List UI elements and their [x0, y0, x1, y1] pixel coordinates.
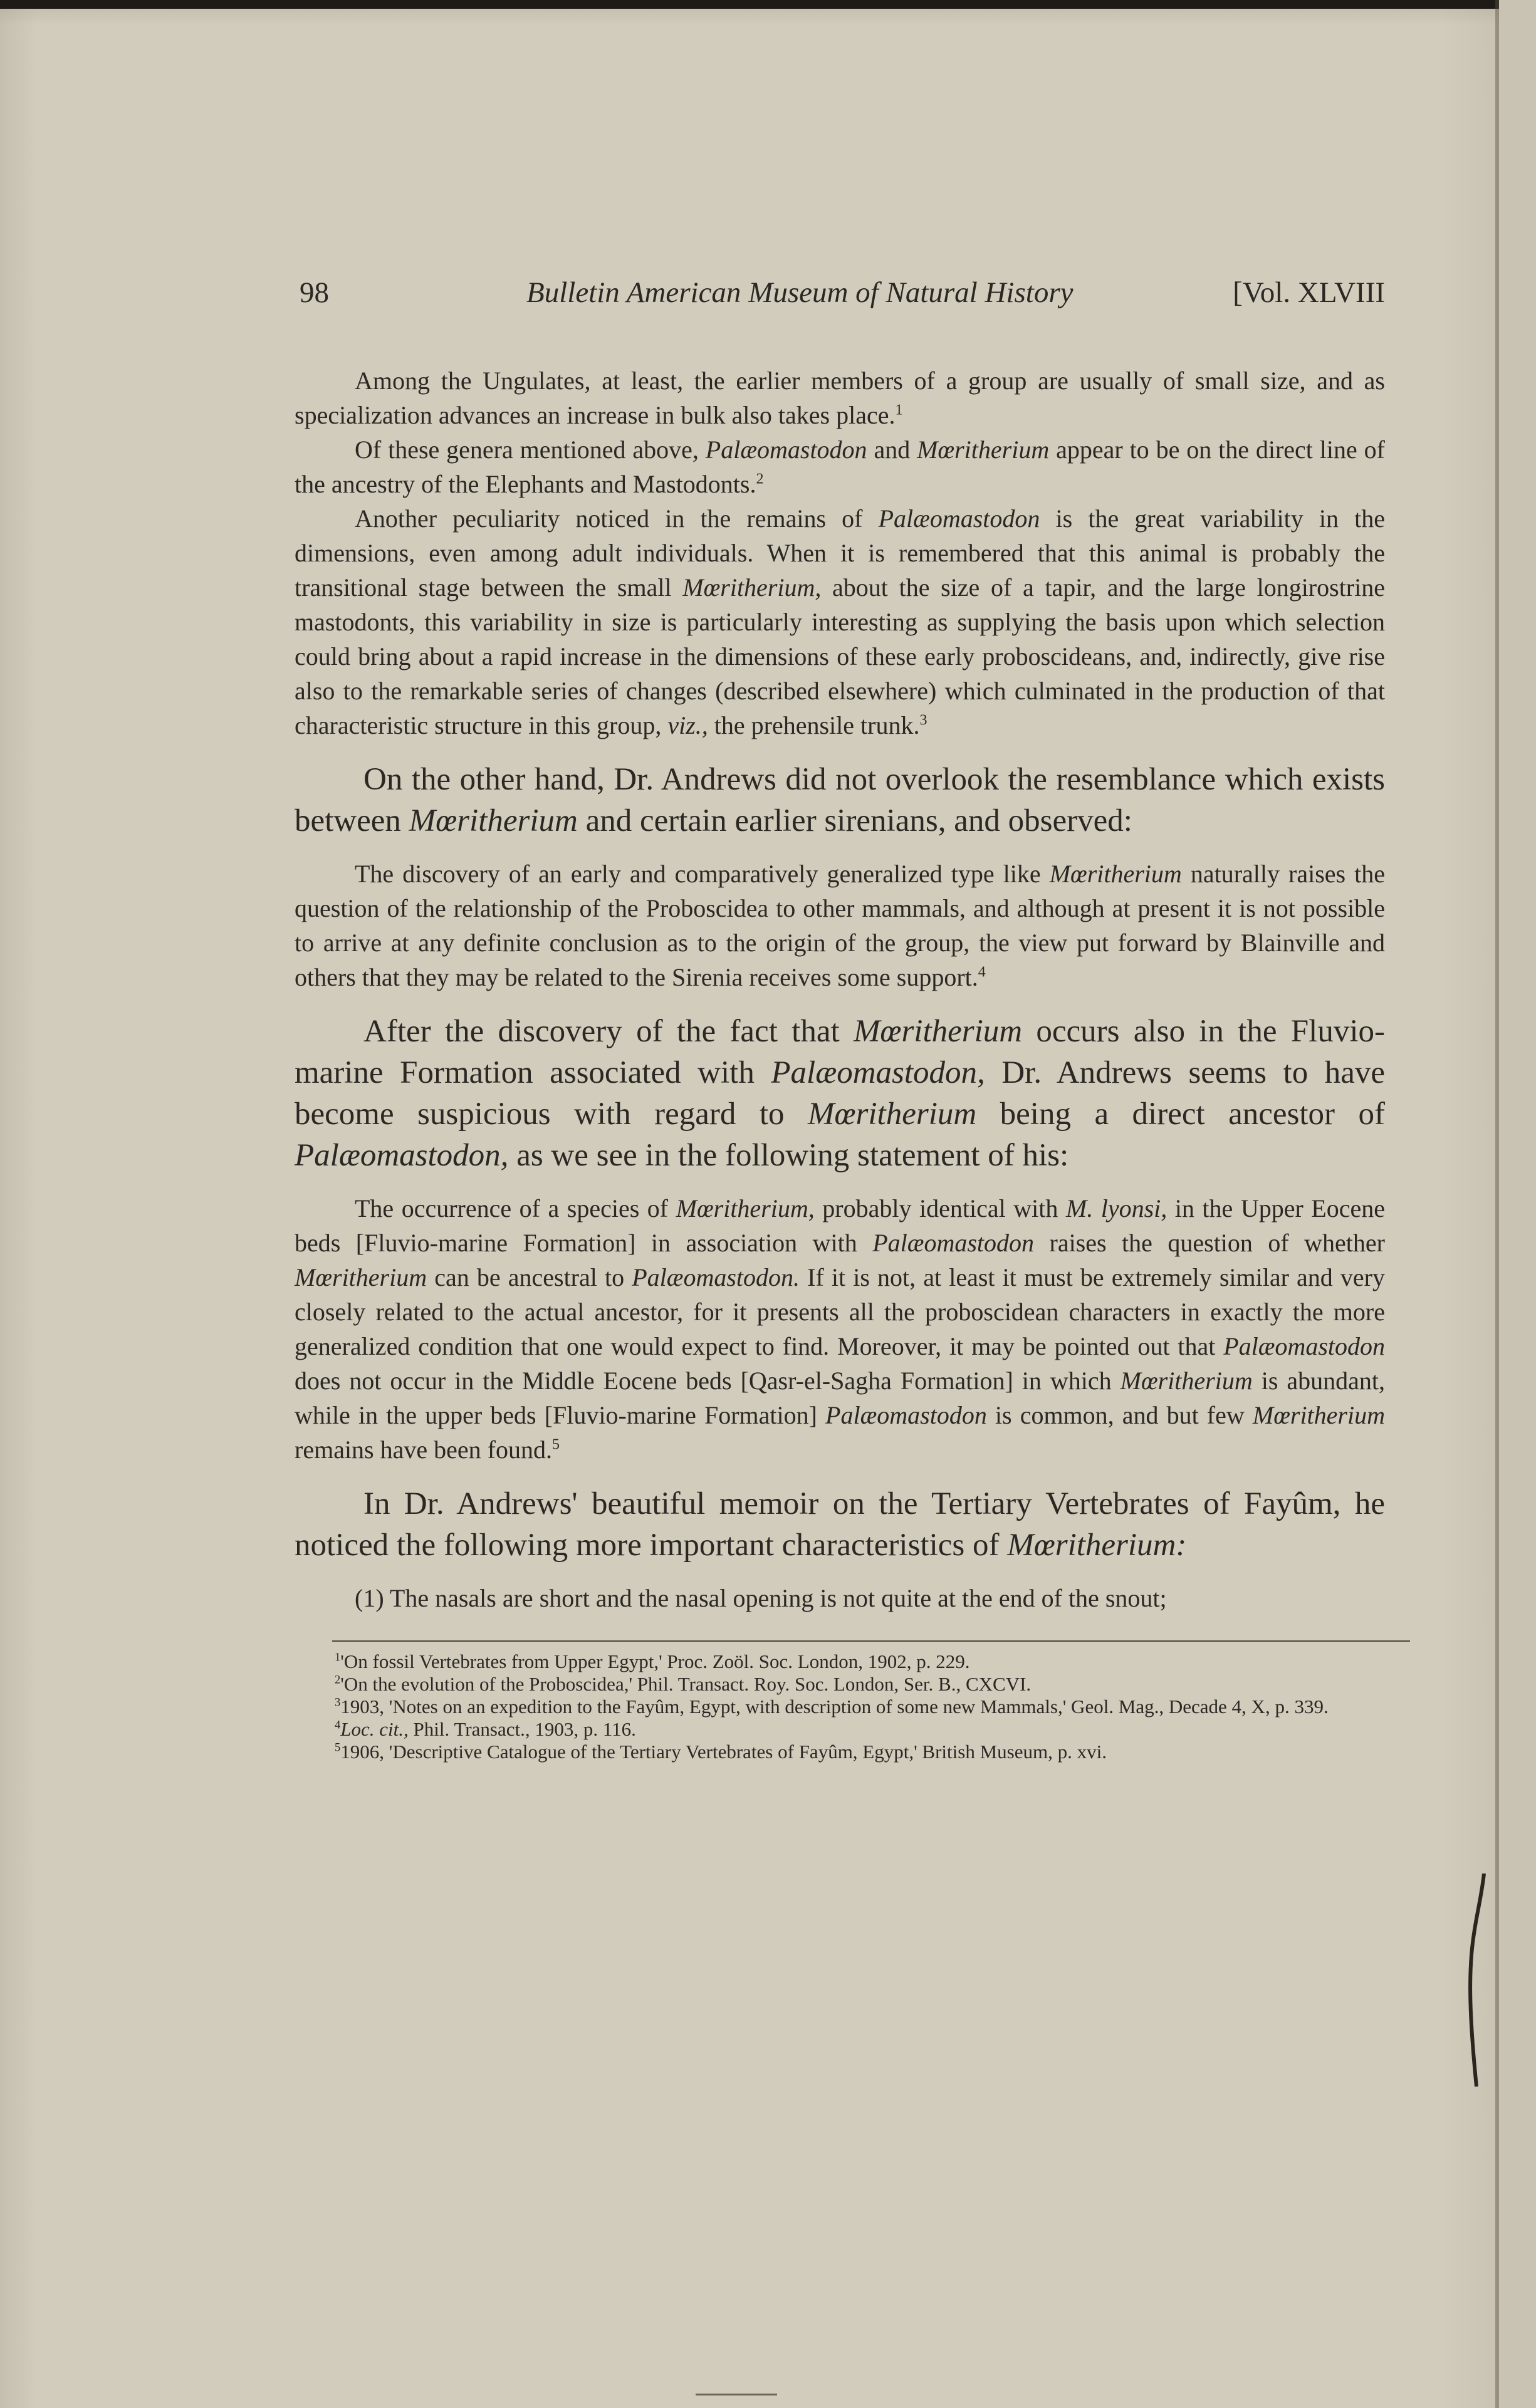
quote-1-text-a: The discovery of an early and comparatively generalized type like: [355, 860, 1050, 888]
paragraph-5-text-a: After the discovery of the fact that: [363, 1014, 854, 1049]
paragraph-5: [295, 1011, 1385, 1176]
footnote-1-text: 'On fossil Vertebrates from Upper Egypt,' Proc. Zoöl. Soc. London, 1902, p. 229.: [340, 1650, 970, 1672]
paragraph-4-text-a: On the other hand, Dr. Andrews did not overlook the resemblance which exists between: [295, 762, 1385, 838]
right-margin-strip: [1499, 0, 1536, 2408]
footnote-1: [295, 1650, 1385, 1673]
quote-2-text-b: probably identical with: [814, 1194, 1066, 1222]
page-number: 98: [300, 276, 329, 309]
paragraph-5-text-c: Dr. Andrews seems to have become suspicious with regard to: [295, 1055, 1385, 1132]
paragraph-3-text-a: Another peculiarity noticed in the remains of: [355, 504, 879, 533]
journal-title: Bulletin American Museum of Natural History: [526, 276, 1074, 309]
quote-2-text-d: raises the question of whether: [1034, 1229, 1385, 1257]
paragraph-3: [295, 501, 1385, 743]
footnote-4: [295, 1718, 1385, 1741]
paragraph-5-text-e: as we see in the following statement of his:: [508, 1138, 1069, 1173]
quote-2-text-g: does not occur in the Middle Eocene beds [Qasr-el-Sagha Formation] in which: [295, 1367, 1121, 1395]
genus-name: Mœritherium: [917, 435, 1050, 464]
footnote-2-text: 'On the evolution of the Proboscidea,' Phil. Transact. Roy. Soc. London, Ser. B., CXCVI.: [340, 1673, 1032, 1695]
genus-name: Palæomastodon: [1223, 1332, 1385, 1360]
genus-name: Palæomastodon: [872, 1229, 1035, 1257]
volume-label: [Vol. XLVIII: [1233, 276, 1385, 309]
genus-name: Mœritherium: [853, 1014, 1023, 1049]
genus-name: Mœritherium: [295, 1263, 427, 1291]
footnote-5-marker: 5: [335, 1741, 341, 1754]
footnote-ref-5: 5: [551, 1436, 560, 1453]
paragraph-3-text-b: is the great variability in the dimensions, even among adult individuals. When it is remembered that this animal is probably the transitional stage between the small: [295, 504, 1385, 602]
genus-name: Mœritherium: [1049, 860, 1182, 888]
genus-name: Palæomastodon: [825, 1401, 987, 1429]
running-header: [295, 276, 1385, 316]
page-top-edge: [0, 0, 1536, 9]
footnote-1-marker: 1: [335, 1650, 341, 1664]
block-quote-3: [295, 1581, 1385, 1615]
footnote-4-marker: 4: [335, 1718, 341, 1732]
genus-name: Mœritherium:: [1007, 1528, 1187, 1563]
pen-mark-icon: [1465, 1874, 1490, 2087]
paragraph-5-text-d: being a direct ancestor of: [976, 1097, 1385, 1132]
footnote-4-italic: Loc. cit.,: [340, 1718, 409, 1740]
quote-3-text: (1) The nasals are short and the nasal opening is not quite at the end of the snout;: [355, 1584, 1167, 1612]
paragraph-6: [295, 1483, 1385, 1566]
quote-2-text-c: in the Upper Eocene beds [Fluvio-marine Formation] in association with: [295, 1194, 1385, 1257]
footnote-5-text: 1906, 'Descriptive Catalogue of the Tertiary Vertebrates of Fayûm, Egypt,' British Museum, p. xvi.: [340, 1741, 1107, 1763]
genus-name: Mœritherium,: [682, 573, 822, 602]
genus-name: Palæomastodon,: [295, 1138, 509, 1173]
paragraph-2: [295, 432, 1385, 501]
quote-2-text-j: remains have been found.: [295, 1436, 552, 1464]
quote-2-text-i: is common, and but few: [986, 1401, 1253, 1429]
genus-name: Mœritherium: [808, 1097, 977, 1132]
paragraph-2-text-c: appear to be on the direct line of the ancestry of the Elephants and Mastodonts.: [295, 435, 1385, 498]
genus-name: Palæomastodon,: [771, 1055, 985, 1090]
genus-name: Mœritherium: [409, 803, 578, 838]
paragraph-5-text-b: occurs also in the Fluvio-marine Formation associated with: [295, 1014, 1385, 1090]
paragraph-3-text-d: the prehensile trunk.: [708, 711, 920, 739]
footnote-4-text: Phil. Transact., 1903, p. 116.: [408, 1718, 636, 1740]
genus-name: Palæomastodon: [705, 435, 867, 464]
quote-1-text-b: naturally raises the question of the relationship of the Proboscidea to other mammals, and although at present it is not possible to arrive at any definite conclusion as to the origin of the group, the view put forward by Blainville and others that they may be related to the Sirenia receives some support.: [295, 860, 1386, 991]
footnote-5: [295, 1741, 1385, 1763]
footnote-3-text: 1903, 'Notes on an expedition to the Fayûm, Egypt, with description of some new Mammals,' Geol. Mag., Decade 4, X, p. 339.: [340, 1696, 1329, 1717]
paragraph-1: [295, 363, 1385, 432]
bottom-edge-mark: [696, 2394, 777, 2395]
quote-2-text-f: If it is not, at least it must be extremely similar and very closely related to the actual ancestor, for it presents all the proboscidean characters in exactly the more generalized condition that one would expect to find. Moreover, it may be pointed out that: [295, 1263, 1385, 1360]
footnote-3-marker: 3: [335, 1696, 341, 1709]
footnote-ref-2: 2: [756, 471, 764, 487]
footnote-divider: [332, 1640, 1410, 1642]
footnotes: [295, 1650, 1385, 1763]
page-content: [295, 276, 1385, 1763]
paragraph-3-text-c: about the size of a tapir, and the large longirostrine mastodonts, this variability in size is particularly interesting as supplying the basis upon which selection could bring about a rapid increase in the dimensions of these early proboscideans, and, indirectly, give rise also to the remarkable series of changes (described elsewhere) which culminated in the production of that characteristic structure in this group,: [295, 573, 1385, 739]
paragraph-4-text-b: and certain earlier sirenians, and observed:: [577, 803, 1132, 838]
genus-name: Mœritherium,: [676, 1194, 815, 1222]
quote-2-text-h: is abundant, while in the upper beds [Fluvio-marine Formation]: [295, 1367, 1385, 1429]
block-quote-1: [295, 857, 1385, 994]
paragraph-2-text-b: and: [867, 435, 917, 464]
footnote-ref-4: 4: [978, 964, 986, 981]
quote-2-text-a: The occurrence of a species of: [355, 1194, 676, 1222]
paragraph-1-text: Among the Ungulates, at least, the earlier members of a group are usually of small size, and as specialization advances an increase in bulk also takes place.: [295, 367, 1385, 429]
quote-2-text-e: can be ancestral to: [427, 1263, 632, 1291]
species-name: M. lyonsi,: [1065, 1194, 1168, 1222]
genus-name: Mœritherium: [1252, 1401, 1385, 1429]
footnote-3: [295, 1696, 1385, 1718]
paragraph-6-text-a: In Dr. Andrews' beautiful memoir on the Tertiary Vertebrates of Fayûm, he noticed the following more important characteristics of: [295, 1486, 1385, 1563]
paragraph-2-text-a: Of these genera mentioned above,: [355, 435, 706, 464]
footnote-2-marker: 2: [335, 1673, 341, 1687]
footnote-ref-3: 3: [919, 712, 927, 729]
paragraph-4: [295, 759, 1385, 842]
italic-term: viz.,: [667, 711, 708, 739]
footnote-2: [295, 1673, 1385, 1696]
genus-name: Palæomastodon: [878, 504, 1040, 533]
genus-name: Palæomastodon.: [632, 1263, 800, 1291]
footnote-ref-1: 1: [895, 402, 903, 419]
genus-name: Mœritherium: [1120, 1367, 1253, 1395]
block-quote-2: [295, 1191, 1385, 1467]
